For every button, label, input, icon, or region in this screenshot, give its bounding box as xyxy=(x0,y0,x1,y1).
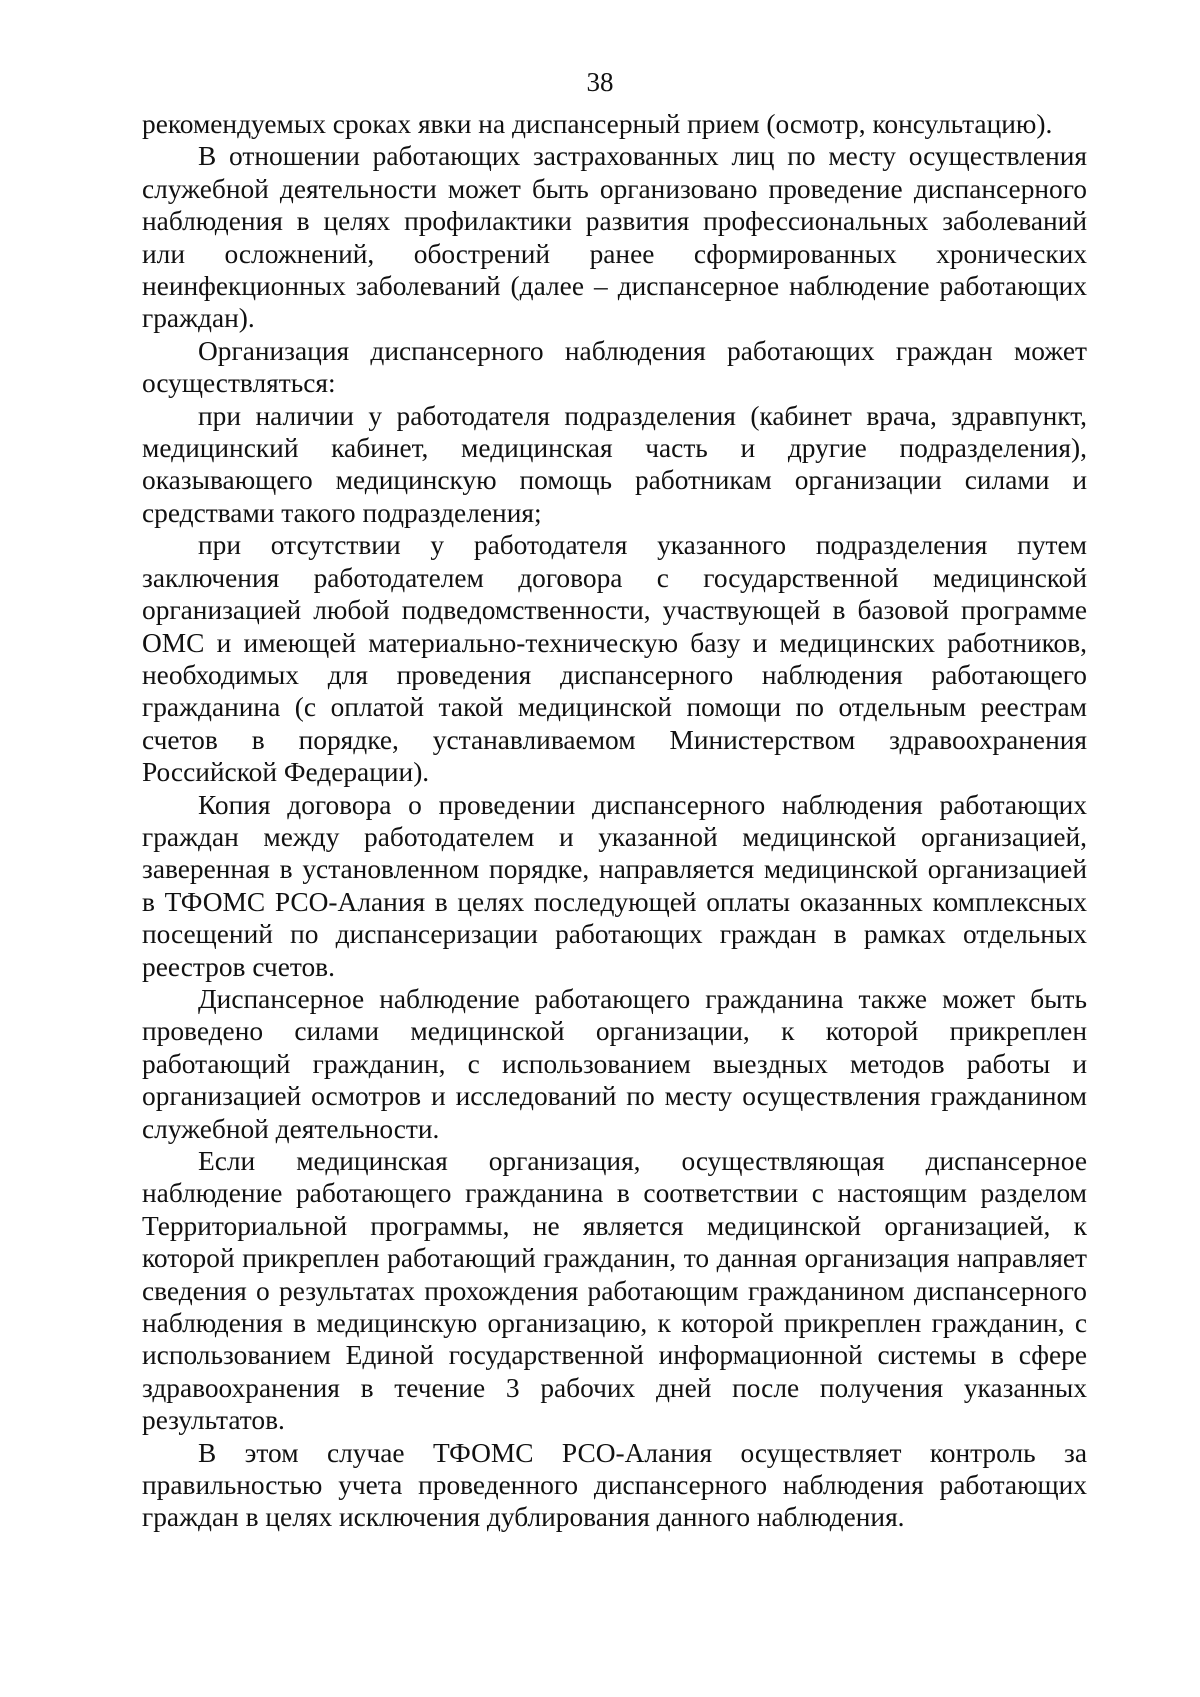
paragraph: В отношении работающих застрахованных лиц по месту осуществления служебной деятельности может быть организовано проведение диспансерного наблюдения в целях профилактики развития профессиональных заболеваний или осложнений, обострений ранее сформированных хронических неинфекционных заболеваний (далее – диспансерное наблюдение работающих граждан). xyxy=(142,141,1087,334)
page-number: 38 xyxy=(586,67,614,97)
paragraph: В этом случае ТФОМС РСО-Алания осуществляет контроль за правильностью учета проведенного диспансерного наблюдения работающих граждан в целях исключения дублирования данного наблюдения. xyxy=(142,1437,1087,1533)
paragraph: при отсутствии у работодателя указанного подразделения путем заключения работодателем договора с государственной медицинской организацией любой подведомственности, участвующей в базовой программе ОМС и имеющей материально-техническую базу и медицинских работников, необходимых для проведения диспансерного наблюдения работающего гражданина (с оплатой такой медицинской помощи по отдельным реестрам счетов в порядке, устанавливаемом Министерством здравоохранения Российской Федерации). xyxy=(142,530,1087,788)
paragraph-continuation: рекомендуемых сроках явки на диспансерный прием (осмотр, консультацию). xyxy=(142,109,1053,139)
paragraph: Организация диспансерного наблюдения работающих граждан может осуществляться: xyxy=(142,335,1087,399)
paragraph: Диспансерное наблюдение работающего гражданина также может быть проведено силами медицинской организации, к которой прикреплен работающий гражданин, с использованием выездных методов работы и организацией осмотров и исследований по месту осуществления гражданином служебной деятельности. xyxy=(142,983,1087,1144)
paragraph: Копия договора о проведении диспансерного наблюдения работающих граждан между работодателем и указанной медицинской организацией, заверенная в установленном порядке, направляется медицинской организацией в ТФОМС РСО-Алания в целях последующей оплаты оказанных комплексных посещений по диспансеризации работающих граждан в рамках отдельных реестров счетов. xyxy=(142,789,1087,982)
document-body xyxy=(142,108,1087,1534)
paragraph: Если медицинская организация, осуществляющая диспансерное наблюдение работающего гражданина в соответствии с настоящим разделом Территориальной программы, не является медицинской организацией, к которой прикреплен работающий гражданин, то данная организация направляет сведения о результатах прохождения работающим гражданином диспансерного наблюдения в медицинскую организацию, к которой прикреплен гражданин, с использованием Единой государственной информационной системы в сфере здравоохранения в течение 3 рабочих дней после получения указанных результатов. xyxy=(142,1146,1087,1436)
paragraph: при наличии у работодателя подразделения (кабинет врача, здравпункт, медицинский кабинет, медицинская часть и другие подразделения), оказывающего медицинскую помощь работникам организации силами и средствами такого подразделения; xyxy=(142,400,1087,528)
